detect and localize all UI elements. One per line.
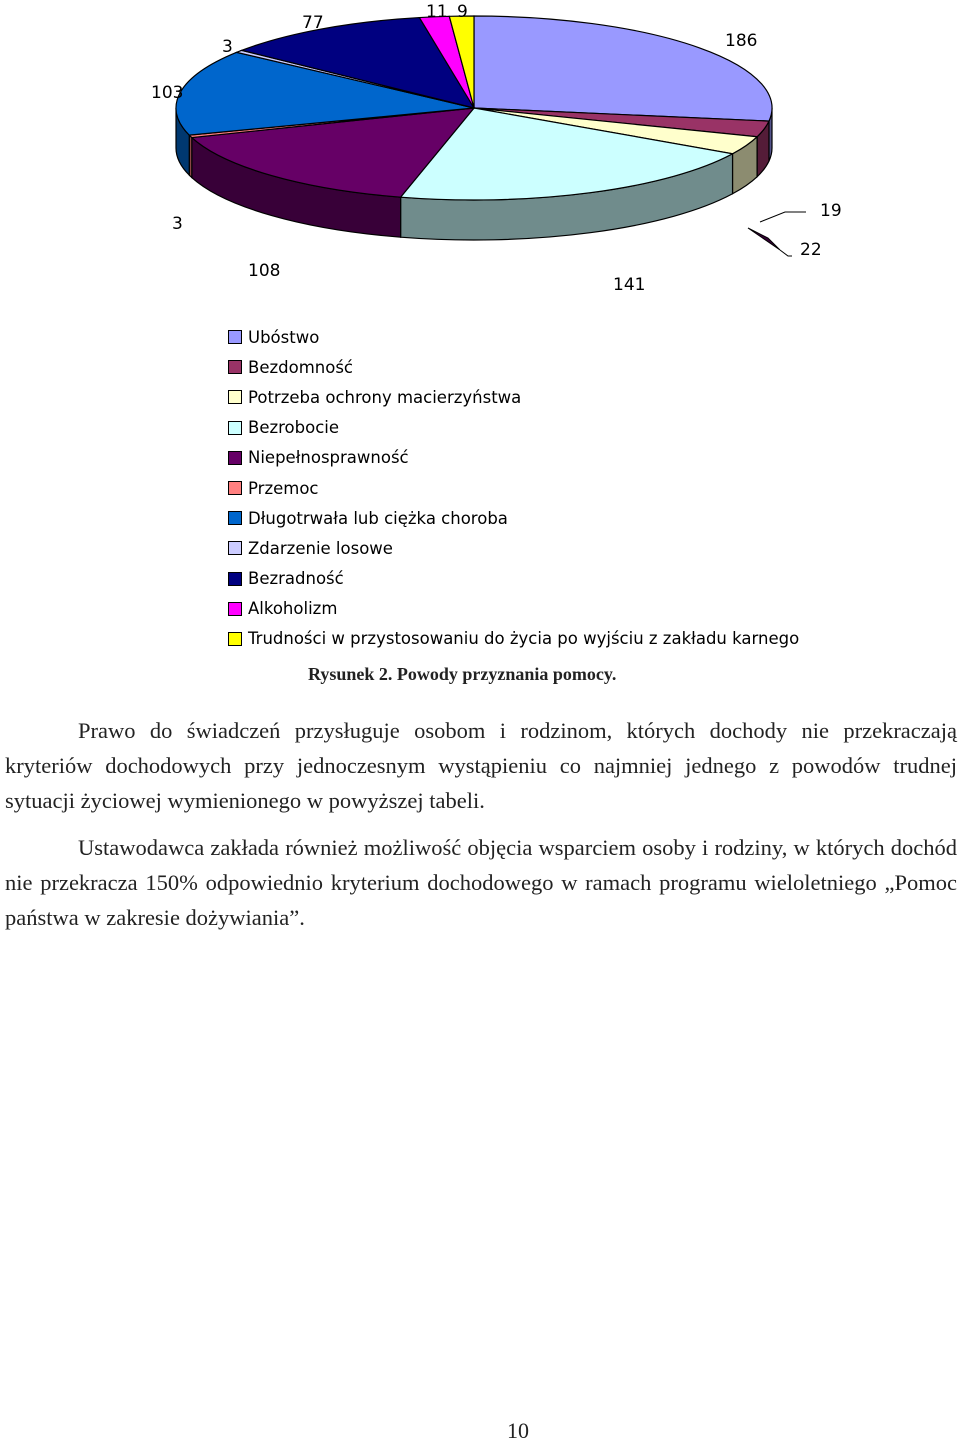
paragraph: Prawo do świadczeń przysługuje osobom i rodzinom, których dochody nie przekraczają kryteriów dochodowych przy jednoczesnym wystąpieniu co najmniej jednego z powodów trudnej sytuacji życiowej wymienionego w powyższej tabeli. (5, 718, 957, 813)
leader-line (760, 212, 806, 222)
legend-item (228, 322, 928, 352)
legend-swatch (228, 390, 242, 404)
legend-swatch (228, 481, 242, 495)
figure-caption: Rysunek 2. Powody przyznania pomocy. (308, 664, 617, 684)
data-label: 3 (222, 37, 233, 57)
legend-swatch (228, 572, 242, 586)
chart-legend (228, 322, 928, 654)
legend-item (228, 473, 928, 503)
legend-item (228, 443, 928, 473)
pie-chart (0, 0, 960, 310)
data-label: 11 (426, 2, 448, 22)
legend-item (228, 564, 928, 594)
legend-item (228, 594, 928, 624)
legend-label: Niepełnosprawność (248, 448, 409, 468)
legend-label: Trudności w przystosowaniu do życia po wyjściu z zakładu karnego (248, 629, 800, 649)
legend-item (228, 382, 928, 412)
legend-label: Zdarzenie losowe (248, 538, 393, 558)
data-label: 9 (457, 2, 468, 22)
data-label: 77 (302, 13, 324, 33)
legend-swatch (228, 451, 242, 465)
legend-label: Potrzeba ochrony macierzyństwa (248, 387, 522, 407)
pie-slice-exploded (748, 228, 780, 250)
legend-swatch (228, 330, 242, 344)
data-label: 108 (248, 261, 281, 281)
page-number: 10 (507, 1418, 529, 1443)
legend-label: Alkoholizm (248, 599, 338, 619)
data-label: 103 (151, 83, 184, 103)
leader-line (780, 250, 792, 256)
data-label: 186 (725, 31, 758, 51)
legend-swatch (228, 511, 242, 525)
legend-label: Ubóstwo (248, 327, 320, 347)
legend-swatch (228, 541, 242, 555)
paragraph: Ustawodawca zakłada również możliwość objęcia wsparciem osoby i rodziny, w których dochód nie przekracza 150% odpowiednio kryterium dochodowego w ramach programu wieloletniego „Pomoc państwa w zakresie dożywiania”. (5, 835, 957, 930)
legend-label: Przemoc (248, 478, 319, 498)
legend-item (228, 533, 928, 563)
data-label: 141 (613, 275, 646, 295)
legend-swatch (228, 602, 242, 616)
legend-label: Bezradność (248, 569, 344, 589)
legend-label: Długotrwała lub ciężka choroba (248, 508, 508, 528)
legend-swatch (228, 421, 242, 435)
legend-item (228, 503, 928, 533)
pie-top-faces (176, 16, 772, 200)
legend-swatch (228, 632, 242, 646)
data-label: 19 (820, 201, 842, 221)
data-label: 22 (800, 240, 822, 260)
legend-label: Bezdomność (248, 357, 353, 377)
legend-label: Bezrobocie (248, 418, 340, 438)
legend-item (228, 413, 928, 443)
legend-item (228, 624, 928, 654)
legend-swatch (228, 360, 242, 374)
data-label: 3 (172, 214, 183, 234)
legend-item (228, 352, 928, 382)
